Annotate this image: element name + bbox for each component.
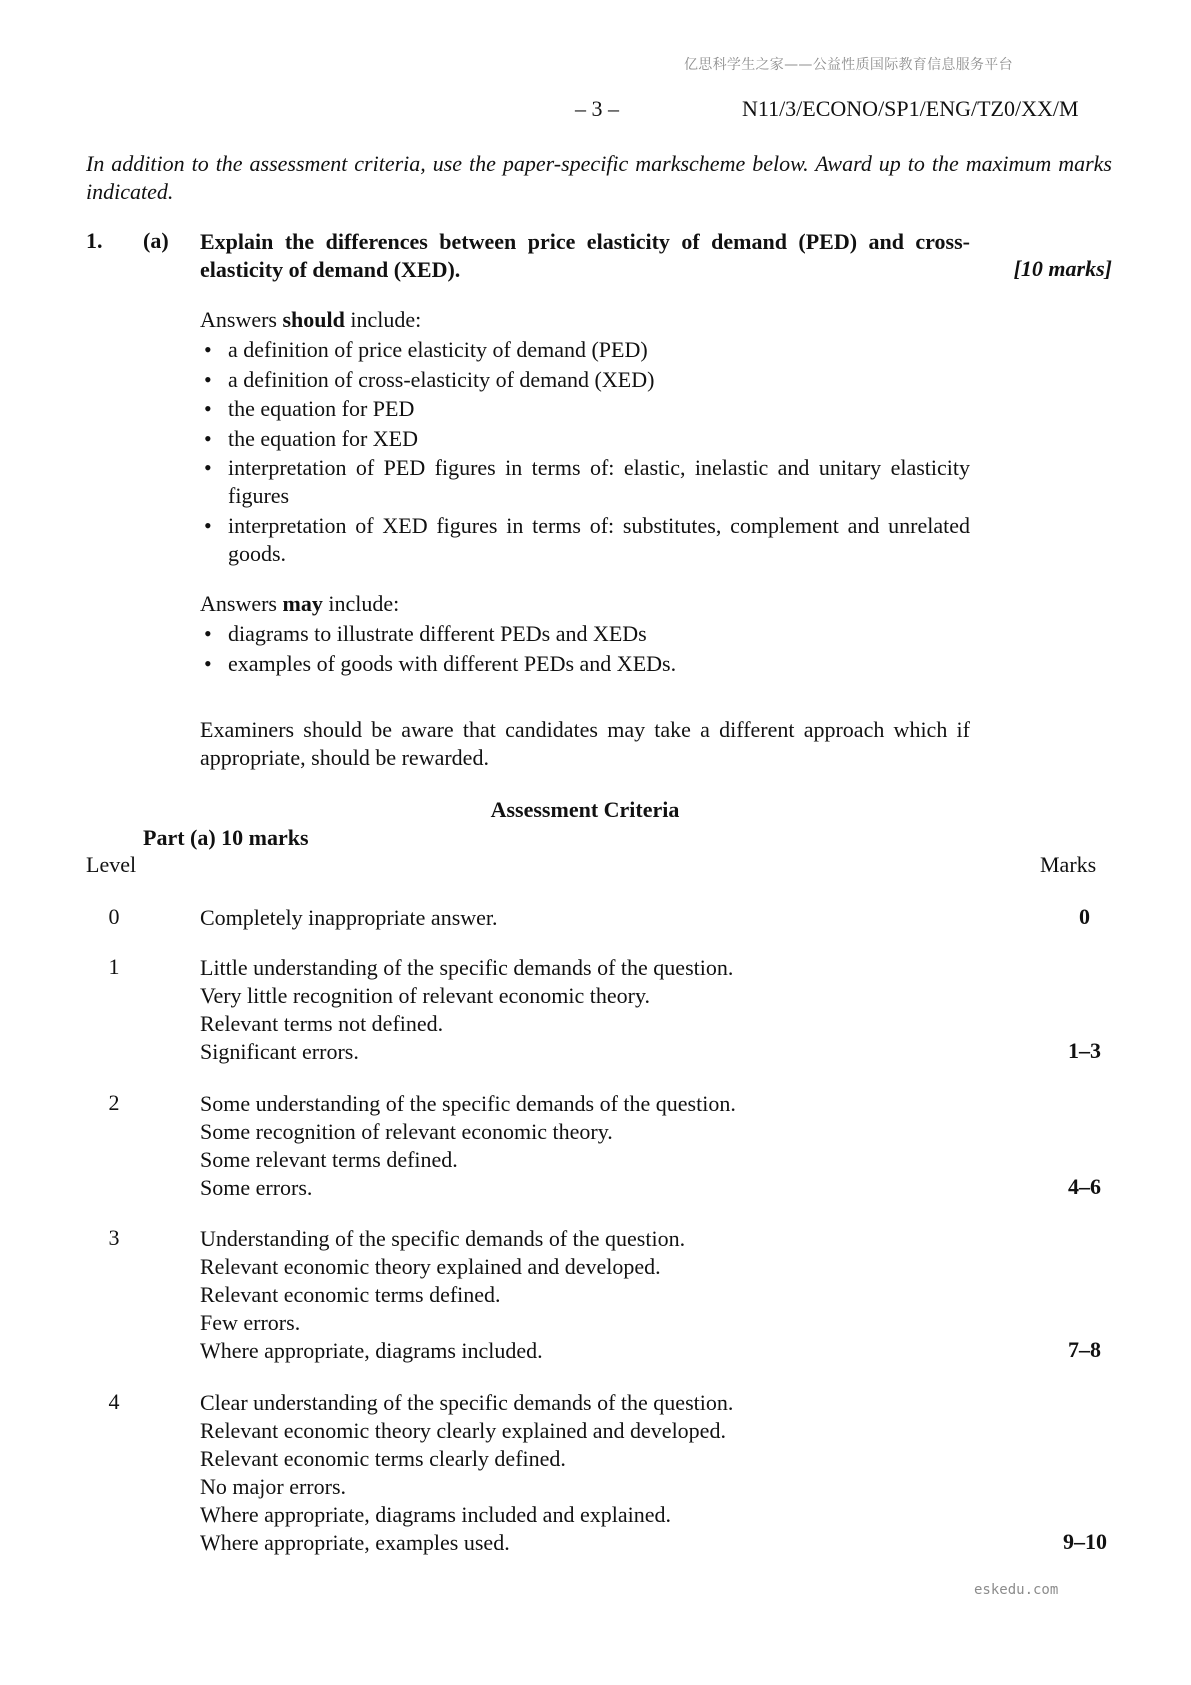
level-description: Understanding of the specific demands of the question. Relevant economic theory explained and developed. Relevant economic terms defined. Few errors. Where appropriate, diagrams included. <box>200 1226 686 1363</box>
watermark-bottom: eskedu.com <box>974 1582 1059 1598</box>
marks-header: Marks <box>1040 852 1097 877</box>
may-list <box>200 620 970 678</box>
level-number: 4 <box>108 1389 120 1414</box>
should-include-section <box>200 306 970 569</box>
level-header: Level <box>86 852 137 877</box>
level-number: 1 <box>108 954 120 979</box>
bullet-icon: • <box>204 621 212 646</box>
question-text: Explain the differences between price elasticity of demand (PED) and cross-elasticity of demand (XED). <box>200 229 970 282</box>
bullet-icon: • <box>204 425 212 451</box>
level-marks: 9–10 <box>1063 1529 1107 1554</box>
level-marks: 1–3 <box>1068 1038 1101 1063</box>
list-item: • examples of goods with different PEDs and XEDs. <box>204 650 677 676</box>
level-marks: 4–6 <box>1068 1174 1101 1199</box>
part-title: Part (a) 10 marks <box>143 825 309 850</box>
list-item: • interpretation of XED figures in terms of: substitutes, complement and unrelated goods. <box>204 512 970 566</box>
page-number: – 3 – <box>575 96 619 121</box>
level-number: 0 <box>108 904 120 929</box>
level-number: 2 <box>108 1090 120 1115</box>
should-list <box>200 336 970 568</box>
may-include-section <box>200 590 970 679</box>
list-item: • a definition of cross-elasticity of demand (XED) <box>204 366 655 392</box>
examiner-note: Examiners should be aware that candidates may take a different approach which if appropriate, should be rewarded. <box>200 717 970 770</box>
question-number: 1. <box>86 228 103 253</box>
criteria-title: Assessment Criteria <box>490 797 680 822</box>
bullet-icon: • <box>204 366 212 392</box>
level-marks: 7–8 <box>1068 1337 1101 1362</box>
bullet-icon: • <box>204 512 212 538</box>
list-item: • the equation for XED <box>204 425 418 451</box>
level-marks: 0 <box>1079 904 1090 929</box>
question-part: (a) <box>143 228 169 253</box>
list-item: • the equation for PED <box>204 396 415 421</box>
bullet-icon: • <box>204 396 212 421</box>
list-item: • interpretation of PED figures in terms of: elastic, inelastic and unitary elasticity figures <box>204 455 970 508</box>
level-description: Little understanding of the specific demands of the question. Very little recognition of relevant economic theory. Relevant terms not defined. Significant errors. <box>200 955 734 1064</box>
intro-instructions: In addition to the assessment criteria, use the paper-specific markscheme below. Award up to the maximum marks indicated. <box>86 151 1112 204</box>
paper-code: N11/3/ECONO/SP1/ENG/TZ0/XX/M <box>742 96 1079 121</box>
list-item: • a definition of price elasticity of demand (PED) <box>204 337 648 362</box>
level-description: Some understanding of the specific demands of the question. Some recognition of relevant economic theory. Some relevant terms defined. Some errors. <box>200 1091 736 1200</box>
bullet-icon: • <box>204 455 212 480</box>
question-marks: [10 marks] <box>1013 256 1112 281</box>
level-number: 3 <box>108 1225 120 1250</box>
bullet-icon: • <box>204 337 212 362</box>
may-heading: Answers may include: <box>200 591 400 616</box>
watermark-top: 亿思科学生之家——公益性质国际教育信息服务平台 <box>684 57 1013 73</box>
bullet-icon: • <box>204 650 212 676</box>
level-description: Clear understanding of the specific demands of the question. Relevant economic theory clearly explained and developed. Relevant economic terms clearly defined. No major errors. Where appropriate, diagrams included and explained. Where appropriate, examples used. <box>200 1390 734 1555</box>
should-heading: Answers should include: <box>200 307 422 332</box>
list-item: • diagrams to illustrate different PEDs and XEDs <box>204 621 647 646</box>
level-description: Completely inappropriate answer. <box>200 905 498 930</box>
